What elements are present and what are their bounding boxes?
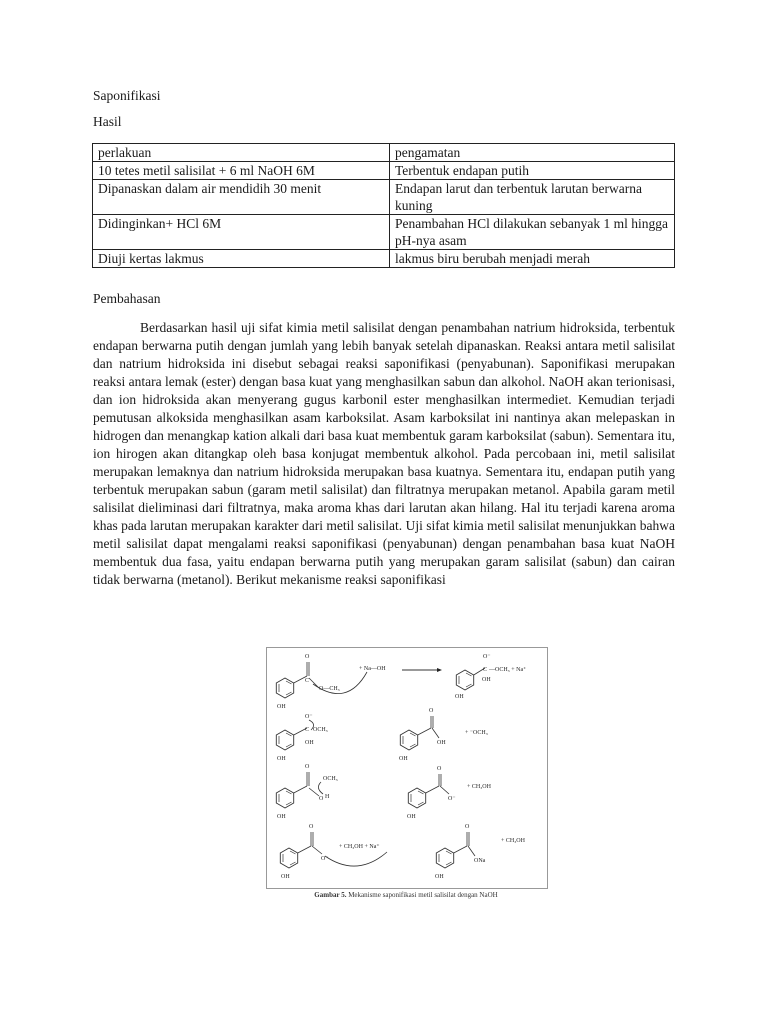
figure-label: OH	[407, 814, 416, 820]
figure-label: OH	[437, 740, 446, 746]
table-cell: 10 tetes metil salisilat + 6 ml NaOH 6M	[93, 162, 390, 180]
table-cell: Penambahan HCl dilakukan sebanyak 1 ml hingga pH-nya asam	[390, 215, 675, 250]
figure-label: C	[305, 678, 310, 684]
table-cell: Diuji kertas lakmus	[93, 250, 390, 268]
mechanism-step-4	[280, 824, 525, 880]
figure-label: + Na—OH	[359, 666, 386, 672]
figure-label: O	[305, 654, 310, 660]
results-table	[92, 143, 675, 268]
figure-label: OH	[281, 874, 290, 880]
figure-label: C	[483, 667, 488, 673]
figure-label: O⁻	[305, 714, 313, 720]
table-header-cell: pengamatan	[390, 144, 675, 162]
results-heading: Hasil	[93, 114, 122, 129]
figure-label: + CH₃OH	[501, 838, 525, 844]
table-cell: Didinginkan+ HCl 6M	[93, 215, 390, 250]
figure-label: OH	[455, 694, 464, 700]
figure-caption	[266, 891, 546, 899]
figure-label: O	[429, 708, 434, 714]
figure-label: ONa	[474, 858, 486, 864]
figure-label: O—CH₃	[319, 686, 340, 692]
figure-label: OH	[399, 756, 408, 762]
figure-label: OH	[482, 677, 491, 683]
figure-label: —OCH₃ + Na⁺	[489, 667, 527, 673]
figure-label: H	[325, 794, 330, 800]
mechanism-step-1	[276, 654, 526, 710]
figure-label: C	[305, 727, 310, 733]
table-cell: lakmus biru berubah menjadi merah	[390, 250, 675, 268]
table-row	[93, 180, 675, 215]
table-header-row	[93, 144, 675, 162]
document-title: Saponifikasi	[93, 88, 161, 103]
reaction-mechanism-figure	[266, 647, 548, 889]
figure-label: O	[305, 764, 310, 770]
figure-label: O⁻	[321, 856, 329, 862]
figure-label: OH	[277, 704, 286, 710]
table-cell: Dipanaskan dalam air mendidih 30 menit	[93, 180, 390, 215]
figure-caption-label: Gambar 5.	[314, 891, 347, 899]
figure-label: OH	[435, 874, 444, 880]
discussion-heading: Pembahasan	[93, 291, 161, 306]
figure-label: OCH₃	[323, 776, 338, 782]
figure-label: O	[465, 824, 470, 830]
figure-label: + ⁻OCH₃	[465, 730, 488, 736]
figure-label: O	[309, 824, 314, 830]
reaction-mechanism-diagram	[267, 648, 547, 888]
table-header-cell: perlakuan	[93, 144, 390, 162]
figure-label: OH	[277, 814, 286, 820]
figure-label: O⁻	[483, 654, 491, 660]
discussion-paragraph: Berdasarkan hasil uji sifat kimia metil salisilat dengan penambahan natrium hidroksida, terbentuk endapan berwarna putih dengan jumlah yang lebih banyak setelah dipanaskan. Reaksi antara metil salisilat dan natrium hidroksida ini disebut sebagai reaksi saponifikasi (penyabunan). Saponifikasi merupakan reaksi antara lemak (ester) dengan basa kuat yang menghasilkan sabun dan alkohol. NaOH akan terionisasi, dan ion hidroksida akan menyerang gugus karbonil ester menghasilkan intermediet. Kemudian terjadi pemutusan alkoksida menghasilkan asam karboksilat. Asam karboksilat ini nantinya akan melepaskan in hidrogen dan menangkap kation alkali dari basa kuat membentuk garam karboksilat (sabun). Sementara itu, ion hirogen akan ditangkap oleh basa konjugat membentuk alkohol. Pada percobaan ini, metil salisilat merupakan lemaknya dan natrium hidroksida merupakan basa kuatnya. Sementara itu, endapan putih yang terbentuk merupakan sabun (garam metil salisilat) dan filtratnya merupakan metanol. Apabila garam metil salisilat dieliminasi dari filtratnya, maka aroma khas dari larutan akan hilang. Hal itu terjadi karena aroma khas pada larutan merupakan karakter dari metil salisilat. Uji sifat kimia metil salisilat menunjukkan bahwa metil salisilat dapat mengalami reaksi saponifikasi (penyabunan) dengan penambahan basa kuat NaOH membentuk dua fasa, yaitu endapan berwarna putih yang merupakan garam salisilat (sabun) dan cairan tidak berwarna (metanol). Berikut mekanisme reaksi saponifikasi	[93, 320, 675, 587]
figure-label: O	[437, 766, 442, 772]
figure-label: OH	[277, 756, 286, 762]
figure-label: + CH₃OH	[467, 784, 491, 790]
mechanism-step-3	[276, 764, 491, 820]
figure-label: OCH₃	[313, 727, 328, 733]
table-row	[93, 250, 675, 268]
figure-label: O⁻	[448, 796, 456, 802]
table-row	[93, 215, 675, 250]
table-cell: Endapan larut dan terbentuk larutan berwarna kuning	[390, 180, 675, 215]
figure-label: + CH₃OH + Na⁺	[339, 844, 380, 850]
figure-label: OH	[305, 740, 314, 746]
figure-label: O	[319, 796, 324, 802]
table-row	[93, 162, 675, 180]
figure-caption-text: Mekanisme saponifikasi metil salisilat dengan NaOH	[348, 891, 498, 899]
table-cell: Terbentuk endapan putih	[390, 162, 675, 180]
mechanism-step-2	[276, 708, 488, 762]
